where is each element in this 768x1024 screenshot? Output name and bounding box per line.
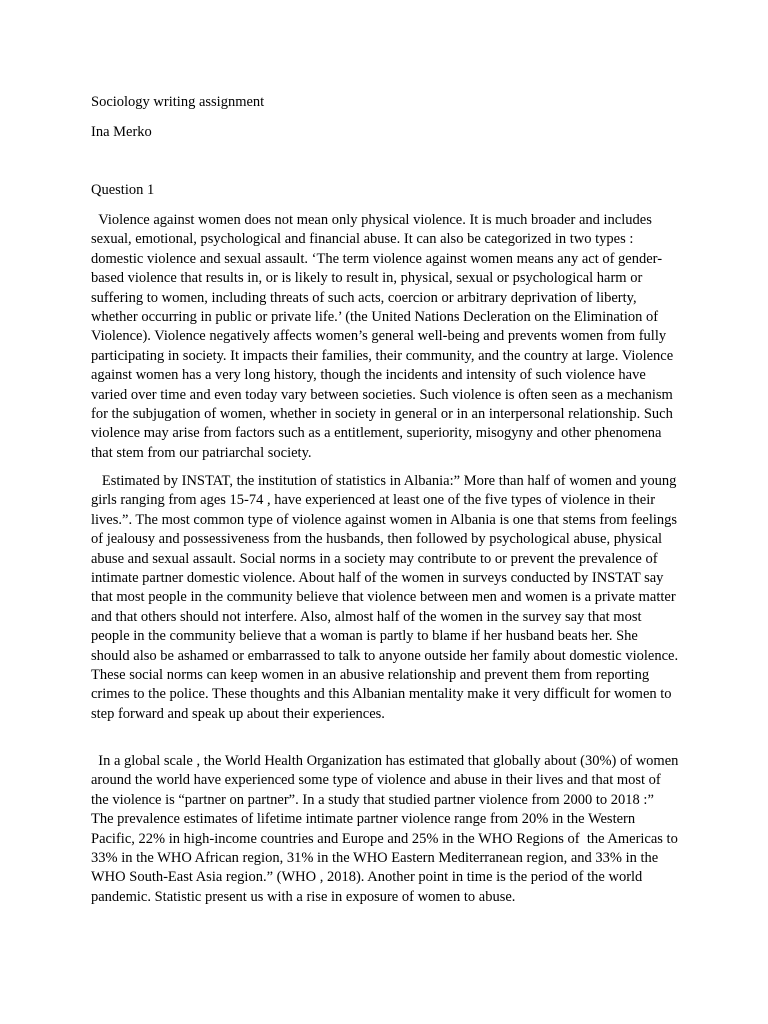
question-heading: Question 1 [91, 182, 155, 198]
paragraph-2: Estimated by INSTAT, the institution of statistics in Albania:” More than half of women and young girls ranging from ages 15-74 , have experienced at least one of the five types of violence in their lives.”. The most common type of violence against women in Albania is one that stems from feelings of jealousy and possessiveness from the husbands, then followed by psychological abuse, physical abuse and sexual assault. Social norms in a society may contribute to or prevent the prevalence of intimate partner domestic violence. About half of the women in surveys conducted by INSTAT say that most people in the community believe that violence between men and women is a private matter and that others should not interfere. Also, almost half of the women in the survey say that most people in the community believe that a woman is partly to blame if her husband beats her. She should also be ashamed or embarrassed to talk to anyone outside her family about domestic violence. These social norms can keep women in an abusive relationship and prevent them from reporting crimes to the police. These thoughts and this Albanian mentality make it very difficult for women to step forward and speak up about their experiences. [91, 473, 679, 722]
document-title: Sociology writing assignment [91, 94, 265, 110]
paragraph-3: In a global scale , the World Health Organization has estimated that globally about (30%) of women around the world have experienced some type of violence and abuse in their lives and that most of the violence is “partner on partner”. In a study that studied partner violence from 2000 to 2018 :” The prevalence estimates of lifetime intimate partner violence range from 20% in the Western Pacific, 22% in high-income countries and Europe and 25% in the WHO Regions of the Americas to 33% in the WHO African region, 31% in the WHO Eastern Mediterranean region, and 33% in the WHO South-East Asia region.” (WHO , 2018). Another point in time is the period of the world pandemic. Statistic present us with a rise in exposure of women to abuse. [91, 753, 679, 905]
paragraph-1: Violence against women does not mean only physical violence. It is much broader and includes sexual, emotional, psychological and financial abuse. It can also be categorized in two types : domestic violence and sexual assault. ‘The term violence against women means any act of gender-based violence that results in, or is likely to result in, physical, sexual or psychological harm or suffering to women, including threats of such acts, coercion or arbitrary deprivation of liberty, whether occurring in public or private life.’ (the United Nations Decleration on the Elimination of Violence). Violence negatively affects women’s general well-being and prevents women from fully participating in society. It impacts their families, their community, and the country at large. Violence against women has a very long history, though the incidents and intensity of such violence have varied over time and even today vary between societies. Such violence is often seen as a mechanism for the subjugation of women, whether in society in general or in an interpersonal relationship. Such violence may arise from factors such as a entitlement, superiority, misogyny and other phenomena that stem from our patriarchal society. [91, 212, 674, 461]
author-name: Ina Merko [91, 124, 152, 140]
